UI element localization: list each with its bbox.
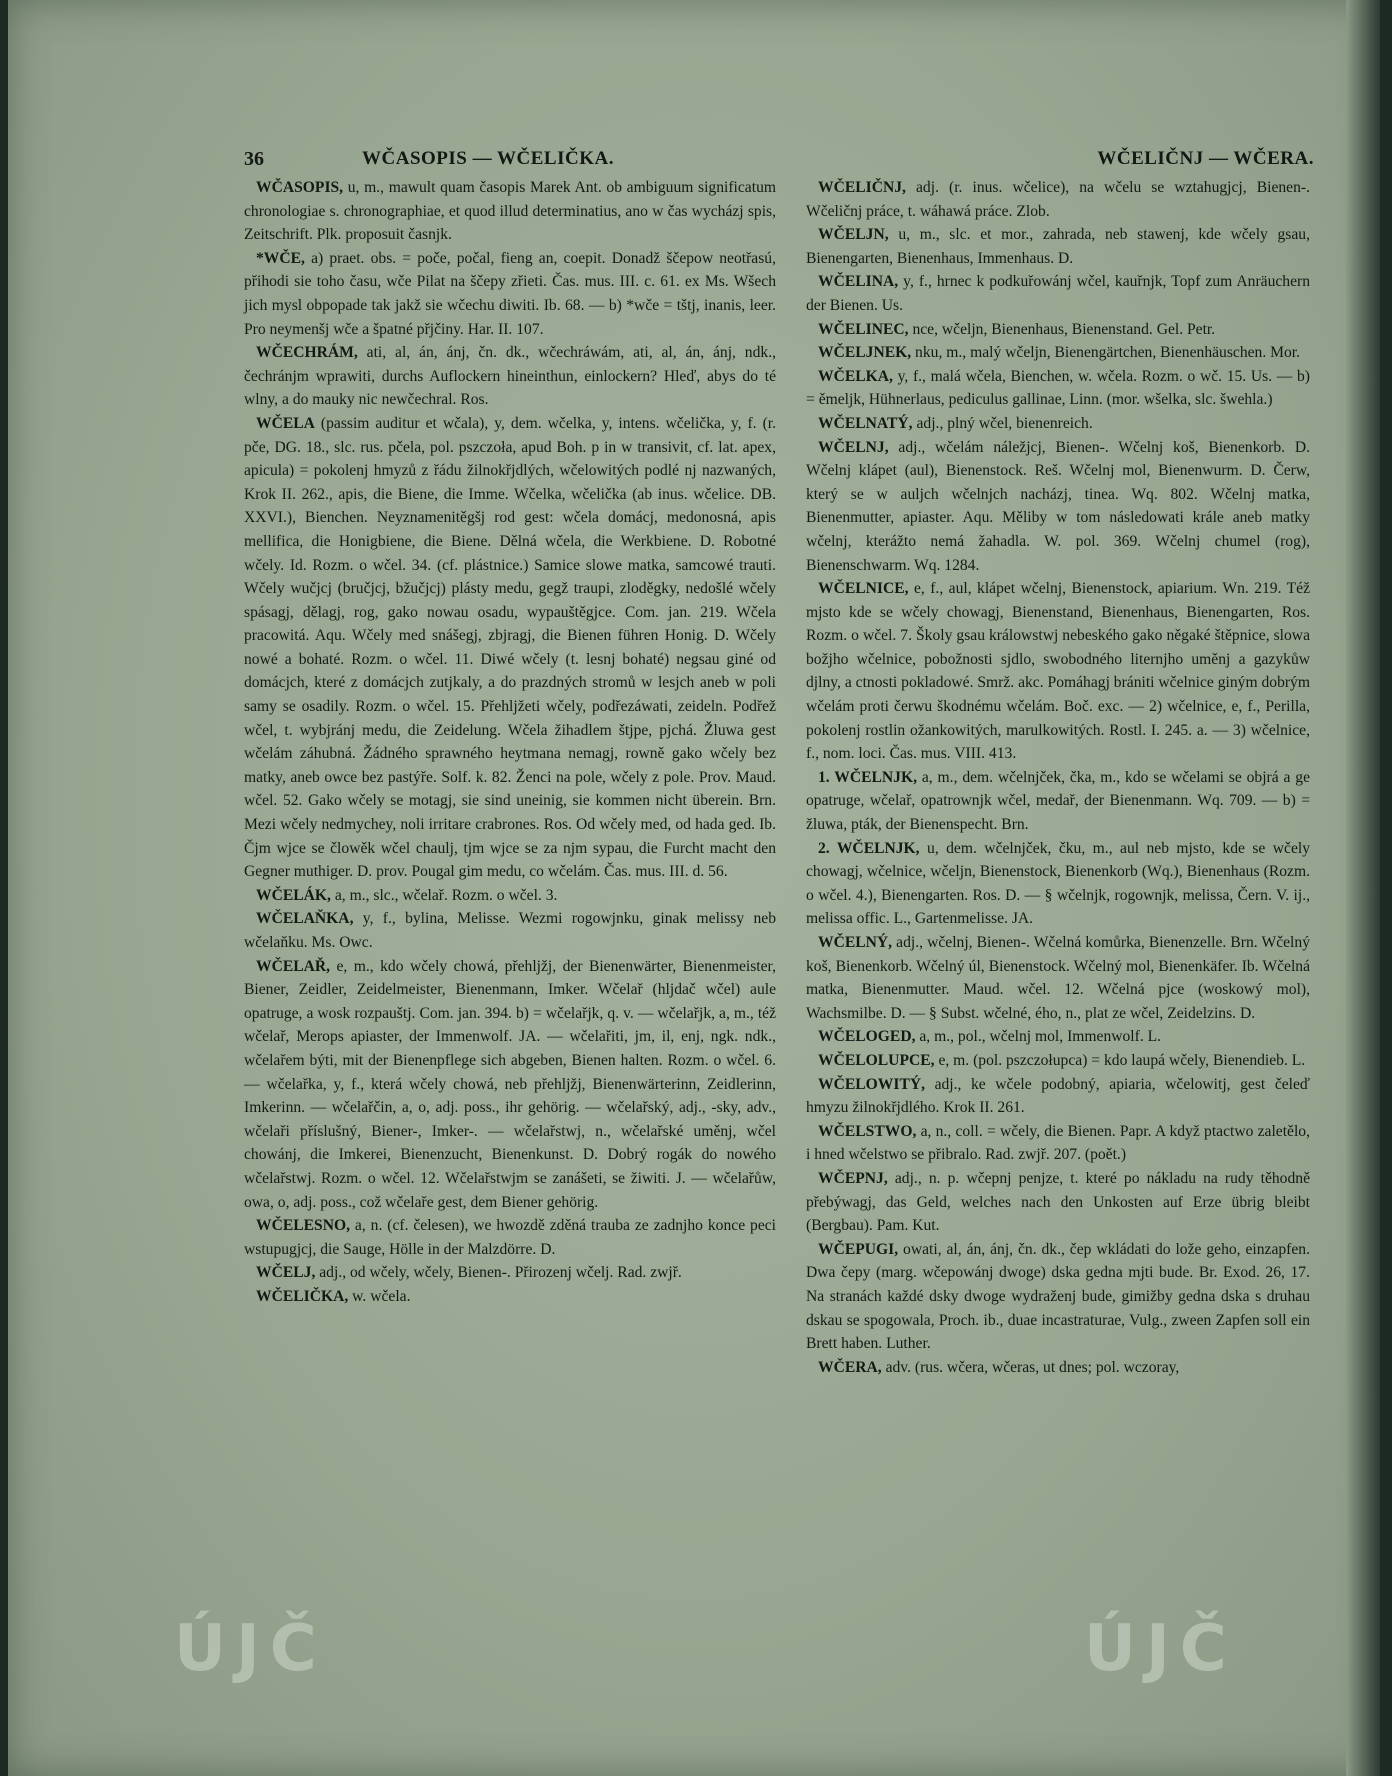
entry-headword: WČELNJ, [818, 438, 889, 456]
entry-headword: WČELOWITÝ, [818, 1075, 926, 1093]
dictionary-entry [806, 1073, 1310, 1120]
entry-headword: 1. WČELNJK, [818, 768, 918, 786]
entry-headword: WČEPNJ, [818, 1169, 888, 1187]
dictionary-entry [806, 1120, 1310, 1167]
entry-headword: WČELINA, [818, 273, 899, 291]
dictionary-entry [806, 1238, 1310, 1356]
dictionary-entry [244, 341, 776, 412]
entry-headword: WČELJNEK, [818, 344, 912, 362]
entry-headword: WČELIČKA, [256, 1287, 349, 1305]
entry-body: adj., ke wčele podobný, apiaria, wčelowitj, gest čeleď hmyzu žilnokřjdlého. Krok II. 261. [806, 1075, 1310, 1117]
entry-body: w. wčela. [348, 1287, 411, 1305]
entry-body: adj., n. p. wčepnj penjze, t. které po nákladu na rudy těhodně přebýwagj, das Geld, welches nach den Unkosten auf Erze übrig bleibt (Bergbau). Pam. Kut. [806, 1169, 1310, 1235]
dictionary-entry [806, 436, 1310, 578]
entry-body: adj., wčelnj, Bienen-. Wčelná komůrka, Bienenzelle. Brn. Wčelný koš, Bienenkorb. Wčelný úl, Bienenstock. Wčelný mol, Bienenkäfer. Ib. Wčelná matka, Bienenmutter. Maud. wčel. 12. Wčelná pjce (woskowý mol), Wachsmilbe. D. — § Subst. wčelné, ého, n., plat ze wčel, Zeidelzins. D. [806, 934, 1310, 1022]
right-column [806, 176, 1310, 1379]
dictionary-entry [244, 247, 776, 341]
left-running-head: WČASOPIS — WČELIČKA. [362, 148, 614, 169]
dictionary-entry [806, 365, 1310, 412]
entry-headword: WČELJN, [818, 226, 889, 244]
dictionary-entry [244, 1214, 776, 1261]
entry-body: owati, al, án, ánj, čn. dk., čep wkládati do lože geho, einzapfen. Dwa čepy (marg. wčepowánj dwoge) dska gedna mjti bude. Br. Exod. 26, 17. Na stranách každé dsky dwoge wydraženj bude, gimižby gedna dska s druhau dskau se spogowala, Proch. ib., duae incastraturae, Vulg., zween Zapfen soll ein Brett haben. Luther. [806, 1240, 1310, 1353]
entry-headword: WČELIČNJ, [818, 179, 906, 196]
entry-headword: WČELNICE, [818, 580, 909, 598]
dictionary-entry [806, 223, 1310, 270]
right-running-head: WČELIČNJ — WČERA. [1097, 148, 1314, 169]
entry-body: a, n. (cf. čelesen), we hwozdě zděná trauba ze zadnjho konce peci wstupugjcj, die Sauge, Hölle in der Malzdörre. D. [244, 1217, 776, 1258]
page-edge-shadow [1346, 0, 1380, 1776]
dictionary-entry [806, 1025, 1310, 1049]
entry-body: nce, wčeljn, Bienenhaus, Bienenstand. Gel. Petr. [908, 320, 1216, 338]
entry-headword: *WČE, [256, 249, 305, 267]
dictionary-entry [806, 577, 1310, 766]
dictionary-entry [806, 176, 1310, 223]
entry-headword: WČECHRÁM, [256, 344, 358, 362]
entry-body: a, n., coll. = wčely, die Bienen. Papr. A když ptactwo zaletělo, i hned wčelstwo se přibralo. Rad. zwjř. 207. (poět.) [806, 1122, 1310, 1164]
entry-body: adj., plný wčel, bienenreich. [912, 414, 1093, 432]
entry-body: u, m., mawult quam časopis Marek Ant. ob ambiguum significatum chronologiae s. chronographiae, et quod illud determinatius, ano w čas wycházj spis, Zeitschrift. Plk. proposuit časnjk. [244, 179, 776, 244]
dictionary-entry [806, 270, 1310, 317]
entry-body: adv. (rus. wčera, wčeras, ut dnes; pol. wczoray, [881, 1358, 1180, 1376]
entry-body: adj. (r. inus. wčelice), na wčelu se wztahugjcj, Bienen-. Wčeličnj práce, t. wáhawá práce. Zlob. [806, 179, 1310, 220]
dictionary-entry [244, 412, 776, 884]
entry-headword: WČELKA, [818, 367, 893, 385]
page-header [244, 146, 1314, 176]
dictionary-entry [806, 341, 1310, 365]
watermark-left: ÚJČ [174, 1612, 327, 1686]
entry-body: u, dem. wčelnjček, čku, m., aul neb mjsto, kde se wčely chowagj, wčelnice, wčeljn, Bienenstock, Bienenkorb (Wq.), Bienenhaus (Rozm. o wčel. 4.), Bienengarten. Ros. D. — § wčelnjk, rogownjk, melissa, Čern. V. ij., melissa offic. L., Gartenmelisse. JA. [806, 839, 1310, 928]
watermark-right: ÚJČ [1084, 1612, 1237, 1686]
scanned-page [8, 0, 1380, 1776]
entry-headword: WČELÁK, [256, 886, 331, 904]
dictionary-entry [244, 1285, 776, 1309]
entry-body: (passim auditur et wčala), y, dem. wčelka, y, intens. wčelička, y, f. (r. pče, DG. 18., slc. rus. pčela, pol. pszczoła, apud Boh. p in w transivit, cf. lat. apex, apicula) = pokolenj hmyzů z řádu žilnokřjdlých, wčelowitých podlé nj nazwaných, Krok II. 262., apis, die Biene, die Imme. Wčelka, wčelička (ab inus. wčelice. DB. XXVI.), Bienchen. Neyznamenitěgšj rod gest: wčela domácj, medonosná, apis mellifica, die Honigbiene, die Biene. Dělná wčela, die Werkbiene. D. Robotné wčely. Id. Rozm. o wčel. 34. (cf. plástnice.) Samice slowe matka, samcowé trauti. Wčely wučjcj (bručjcj, bžučjcj) plásty medu, gegž traupi, zloděgky, nedošlé wčely spásagj, dělagj, rog, gako nowau osadu, wypauštěgjce. Com. jan. 219. Wčela pracowitá. Aqu. Wčely med snášegj, zbjragj, die Bienen führen Honig. D. Wčely nowé a bohaté. Rozm. o wčel. 11. Diwé wčely (t. lesnj bohaté) negsau giné od domácjch, které z domácjch zutjkaly, a do prazdných stromů w lesjch aneb w poli samy se osadily. Rozm. o wčel. 15. Přehljžeti wčely, podřezáwati, zeideln. Podřež wčel, t. wybjránj medu, die Zeidelung. Wčela žihadlem štjpe, pjchá. Žluwa gest wčelám záhubná. Žádného sprawného heytmana nemagj, rowně gako wčely bez matky, aneb owce bez pastýře. Solf. k. 82. Ženci na pole, wčely z pole. Prov. Maud. wčel. 52. Gako wčely se motagj, sie sind uneinig, sie kommen nicht überein. Brn. Mezi wčely nedmychey, noli irritare crabrones. Ros. Od wčely med, od hada ged. Ib. Čjm wjce se člowěk wčel chaulj, tjm wjce se za njm sypau, die Furcht macht den Gegner muthiger. D. prov. Pougal gim medu, co wčelám. Čas. mus. III. d. 56. [244, 414, 776, 881]
dictionary-entry [806, 931, 1310, 1025]
entry-headword: WČERA, [818, 1358, 882, 1376]
entry-headword: WČELAŇKA, [256, 910, 354, 928]
entry-body: a, m., slc., wčelař. Rozm. o wčel. 3. [330, 886, 558, 904]
entry-body: nku, m., malý wčeljn, Bienengärtchen, Bienenhäuschen. Mor. [911, 344, 1301, 362]
dictionary-entry [244, 176, 776, 247]
entry-body: a) praet. obs. = poče, počal, fieng an, coepit. Donadž ščepow neotřasú, přihodi sie toho času, wče Pilat na ščepy zřieti. Čas. mus. III. c. 61. ex Ms. Wšech jich mysl obpopade tak jakž sie wčechu diwiti. Ib. 68. — b) *wče = tštj, inanis, leer. Pro neymenšj wče a špatné přjčiny. Har. II. 107. [244, 249, 776, 338]
dictionary-entry [244, 955, 776, 1215]
entry-body: y, f., malá wčela, Bienchen, w. wčela. Rozm. o wč. 15. Us. — b) = ěmeljk, Hühnerlaus, pediculus gallinae, Linn. (mor. wšelka, slc. šwehla.) [806, 367, 1310, 409]
entry-body: e, m., kdo wčely chowá, přehljžj, der Bienenwärter, Bienenmeister, Biener, Zeidler, Zeidelmeister, Bienenmann, Imker. Wčelař (hljdač wčel) aule opatruge, a wosk rozpauštj. Com. jan. 394. b) = wčelařjk, q. v. — wčelařjk, a, m., též wčelař, Merops apiaster, der Immenwolf. JA. — wčelařiti, jm, il, enj, ngk. ndk., wčelařem býti, mit der Bienenpflege sich abgeben, Bienen halten. Rozm. o wčel. 6. — wčelařka, y, f., která wčely chowá, neb přehljžj, Bienenwärterinn, Zeidlerinn, Imkerinn. — wčelařčin, a, o, adj. poss., ihr gehörig. — wčelařský, adj., -sky, adv., wčelaři příslušný, Biener-, Imker-. — wčelařstwj, n., wčelařské uměnj, wčel chowánj, die Imkerei, Bienenzucht, Bienenkunst. D. Dobrý rogák do nowého wčelařstwj. Rozm. o wčel. 12. Wčelařstwjm se zanášeti, se žiwiti. J. — wčelařůw, owa, o, adj. poss., což wčelaře gest, dem Biener gehörig. [244, 957, 776, 1211]
entry-headword: WČELAŘ, [256, 957, 331, 975]
dictionary-entry [806, 1049, 1310, 1073]
entry-headword: WČELOGED, [818, 1028, 916, 1046]
entry-body: e, f., aul, klápet wčelnj, Bienenstock, apiarium. Wn. 219. Též mjsto kde se wčely chowagj, Bienenstand, Bienenhaus, Bienengarten, Ros. Rozm. o wčel. 7. Školy gsau králowstwj nebeského gako něgaké štěpnice, slowa božjho wčelnice, pobožnosti sjdlo, swobodného liternjho uměnj a gazykůw djlny, a ctnosti pokladowé. Smrž. akc. Pomáhagj brániti wčelnice giným dobrým wčelám proti čerwu škodnému wčelám. Boč. exc. — 2) wčelnice, e, f., Perilla, pokolenj rostlin ožankowitých, marulkowitých. Rostl. I. 245. a. — 3) wčelnice, f., nom. loci. Čas. mus. VIII. 413. [806, 580, 1310, 763]
entry-headword: WČELA [256, 414, 315, 432]
entry-body: y, f., hrnec k podkuřowánj wčel, kauřnjk, Topf zum Anräuchern der Bienen. Us. [806, 273, 1310, 314]
entry-body: a, m., dem. wčelnjček, čka, m., kdo se wčelami se objrá a ge opatruge, wčelař, opatrownjk wčel, medař, der Bienenmann. Wq. 709. — b) = žluwa, pták, der Bienenspecht. Brn. [806, 768, 1310, 834]
entry-headword: WČELOLUPCE, [818, 1051, 935, 1069]
entry-headword: WČASOPIS, [256, 179, 344, 196]
dictionary-entry [806, 766, 1310, 837]
entry-body: e, m. (pol. pszczołupca) = kdo laupá wčely, Bienendieb. L. [934, 1051, 1306, 1069]
entry-headword: WČEPUGI, [818, 1240, 899, 1258]
entry-body: u, m., slc. et mor., zahrada, neb stawenj, kde wčely gsau, Bienengarten, Bienenhaus, Immenhaus. D. [806, 226, 1310, 267]
entry-headword: WČELINEC, [818, 320, 909, 338]
entry-body: a, m., pol., wčelnj mol, Immenwolf. L. [915, 1028, 1162, 1046]
dictionary-entry [244, 884, 776, 908]
entry-body: ati, al, án, ánj, čn. dk., wčechráwám, ati, al, án, ánj, ndk., čechránjm wprawiti, durchs Auflockern hineinthun, einlockern? Hleď, abys do té wlny, a do mauky nic newčechral. Ros. [244, 344, 776, 409]
dictionary-entry [806, 318, 1310, 342]
page-number: 36 [244, 148, 264, 170]
dictionary-entry [806, 837, 1310, 931]
entry-body: adj., wčelám náležjcj, Bienen-. Wčelnj koš, Bienenkorb. D. Wčelnj klápet (aul), Bienenstock. Reš. Wčelnj mol, Bienenwurm. D. Čerw, který se w auljch wčelnjch nacházj, tinea. Wq. 802. Wčelnj matka, Bienenmutter, apiaster. Aqu. Měliby w tom následowati krále aneb matky wčelnj, kterážto nemá žahadla. W. pol. 369. Wčelnj chumel (rog), Bienenschwarm. Wq. 1284. [806, 438, 1310, 574]
dictionary-entry [244, 907, 776, 954]
entry-headword: WČELESNO, [256, 1217, 351, 1235]
dictionary-entry [244, 1261, 776, 1285]
entry-headword: WČELSTWO, [818, 1122, 917, 1140]
dictionary-entry [806, 1167, 1310, 1238]
entry-headword: 2. WČELNJK, [818, 839, 920, 857]
dictionary-entry [806, 1356, 1310, 1380]
entry-body: adj., od wčely, wčely, Bienen-. Přirozenj wčelj. Rad. zwjř. [315, 1264, 682, 1282]
entry-headword: WČELNÝ, [818, 934, 893, 951]
entry-headword: WČELJ, [256, 1264, 316, 1282]
entry-headword: WČELNATÝ, [818, 414, 913, 432]
dictionary-entry [806, 412, 1310, 436]
entry-body: y, f., bylina, Melisse. Wezmi rogowjnku, ginak melissy neb wčelaňku. Ms. Owc. [244, 910, 776, 951]
left-column [244, 176, 776, 1309]
